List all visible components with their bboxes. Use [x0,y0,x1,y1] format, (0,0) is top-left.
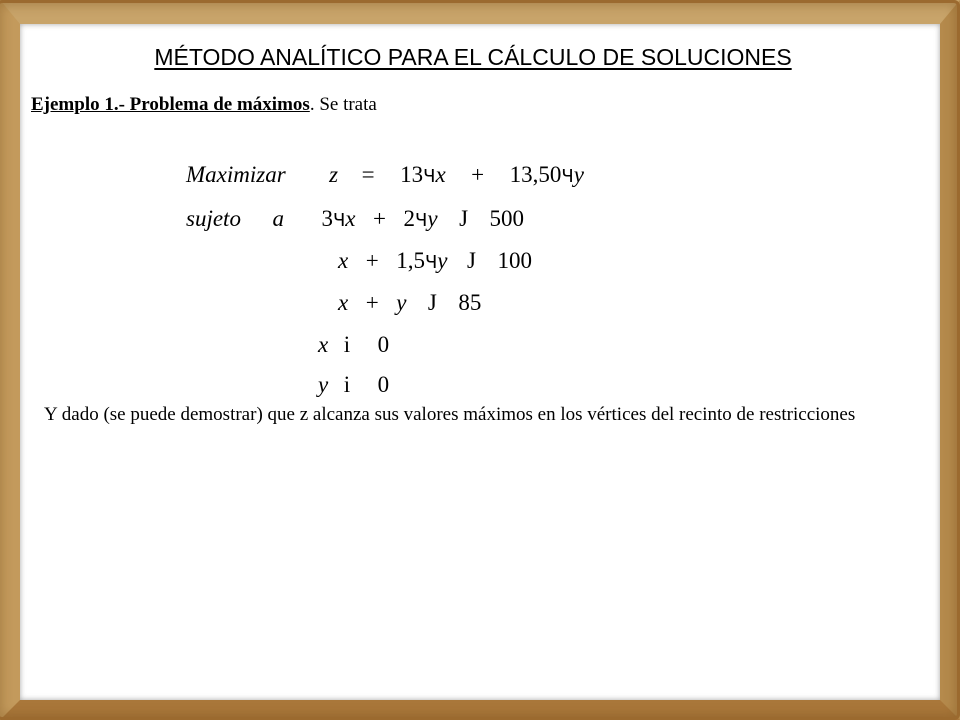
objective-function [186,162,584,188]
plus-sign: + [365,248,379,273]
maximize-keyword: Maximizar [186,162,286,187]
explanation-paragraph: Y dado (se puede demostrar) que z alcanza sus valores máximos en los vértices del recinto de restricciones [44,404,856,425]
relation-symbol: i [343,372,351,397]
example-rest: . Se trata [309,94,377,115]
constraint-2-rhs: 100 [497,248,532,273]
relation-symbol: J [427,290,437,315]
example-label: Ejemplo 1.- Problema de máximos [31,94,310,115]
times-glyph: Ч [423,166,436,187]
constraint-1-coef-x: 3 [321,206,333,231]
objective-coef-y: 13,50 [509,162,562,187]
times-glyph: Ч [561,166,574,187]
relation-symbol: J [467,248,476,273]
constraint-3-rhs: 85 [458,290,482,315]
objective-z: z [329,162,339,187]
var-y: y [437,248,448,273]
constraint-1-rhs: 500 [489,206,525,231]
plus-sign: + [373,206,386,231]
times-glyph: Ч [415,210,428,231]
nonneg-x-rhs: 0 [377,332,390,357]
relation-symbol: i [343,332,351,357]
subject-keyword: sujeto [186,206,241,231]
constraint-3 [338,290,481,316]
constraint-1-coef-y: 2 [403,206,415,231]
plus-sign: + [365,290,379,315]
whiteboard [20,24,940,700]
relation-symbol: J [459,206,469,231]
objective-coef-x: 13 [400,162,424,187]
constraint-2-coef-y: 1,5 [396,248,425,273]
var-x: x [345,206,356,231]
var-y: y [427,206,438,231]
page-title: MÉTODO ANALÍTICO PARA EL CÁLCULO DE SOLUCIONES [154,44,792,70]
var-y: y [573,162,584,187]
times-glyph: Ч [424,252,438,273]
var-y: y [318,372,329,397]
times-glyph: Ч [332,210,346,231]
nonneg-y-rhs: 0 [377,372,390,397]
nonneg-y [318,372,389,398]
var-x: x [338,290,349,315]
subject-a: a [272,206,284,231]
constraint-1 [186,206,524,232]
var-y: y [396,290,407,315]
var-x: x [338,248,349,273]
example-heading [31,94,377,116]
equals-sign: = [361,162,375,187]
plus-sign: + [471,162,485,187]
nonneg-x [318,332,389,358]
var-x: x [435,162,446,187]
constraint-2 [338,248,532,274]
var-x: x [318,332,329,357]
